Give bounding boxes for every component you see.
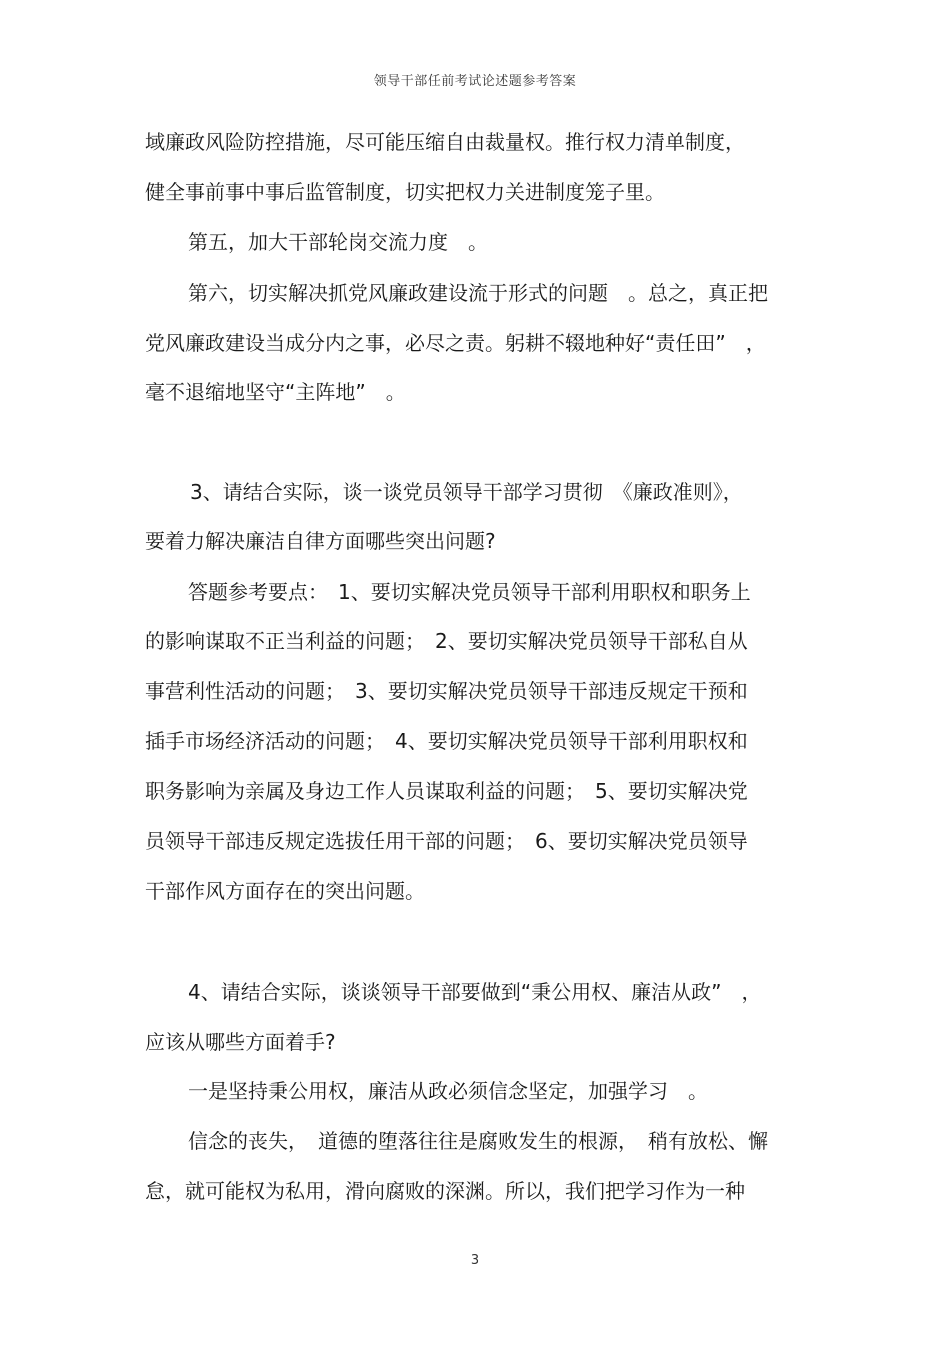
text-line: 应该从哪些方面着手? <box>145 1030 336 1054</box>
text-line: 党风廉政建设当成分内之事，必尽之责。躬耕不辍地种好“责任田” ， <box>145 331 766 355</box>
text-line: 插手市场经济活动的问题； 4、要切实解决党员领导干部利用职权和 <box>145 729 748 753</box>
question-3-title: 3、请结合实际，谈一谈党员领导干部学习贯彻 《廉政准则》， <box>190 480 743 504</box>
text-line: 事营利性活动的问题； 3、要切实解决党员领导干部违反规定干预和 <box>145 679 748 703</box>
question-4-title: 4、请结合实际，谈谈领导干部要做到“秉公用权、廉洁从政” ， <box>188 980 762 1004</box>
text-line: 第六，切实解决抓党风廉政建设流于形式的问题 。总之，真正把 <box>188 281 768 305</box>
text-line: 第五，加大干部轮岗交流力度 。 <box>188 230 488 254</box>
text-line: 员领导干部违反规定选拔任用干部的问题； 6、要切实解决党员领导 <box>145 829 748 853</box>
text-line: 职务影响为亲属及身边工作人员谋取利益的问题； 5、要切实解决党 <box>145 779 748 803</box>
page-number: 3 <box>470 1253 480 1268</box>
text-line: 干部作风方面存在的突出问题。 <box>145 879 425 903</box>
page-header: 领导干部任前考试论述题参考答案 <box>373 74 577 89</box>
text-line: 答题参考要点： 1、要切实解决党员领导干部利用职权和职务上 <box>188 580 751 604</box>
text-line: 要着力解决廉洁自律方面哪些突出问题? <box>145 529 496 553</box>
text-line: 一是坚持秉公用权，廉洁从政必须信念坚定，加强学习 。 <box>188 1079 708 1103</box>
text-line: 信念的丧失， 道德的堕落往往是腐败发生的根源， 稍有放松、懈 <box>188 1129 768 1153</box>
text-line: 怠，就可能权为私用，滑向腐败的深渊。所以，我们把学习作为一种 <box>145 1179 745 1203</box>
text-line: 健全事前事中事后监管制度，切实把权力关进制度笼子里。 <box>145 180 665 204</box>
text-line: 域廉政风险防控措施，尽可能压缩自由裁量权。推行权力清单制度， <box>145 130 745 154</box>
text-line: 毫不退缩地坚守“主阵地” 。 <box>145 380 406 404</box>
text-line: 的影响谋取不正当利益的问题； 2、要切实解决党员领导干部私自从 <box>145 629 748 653</box>
